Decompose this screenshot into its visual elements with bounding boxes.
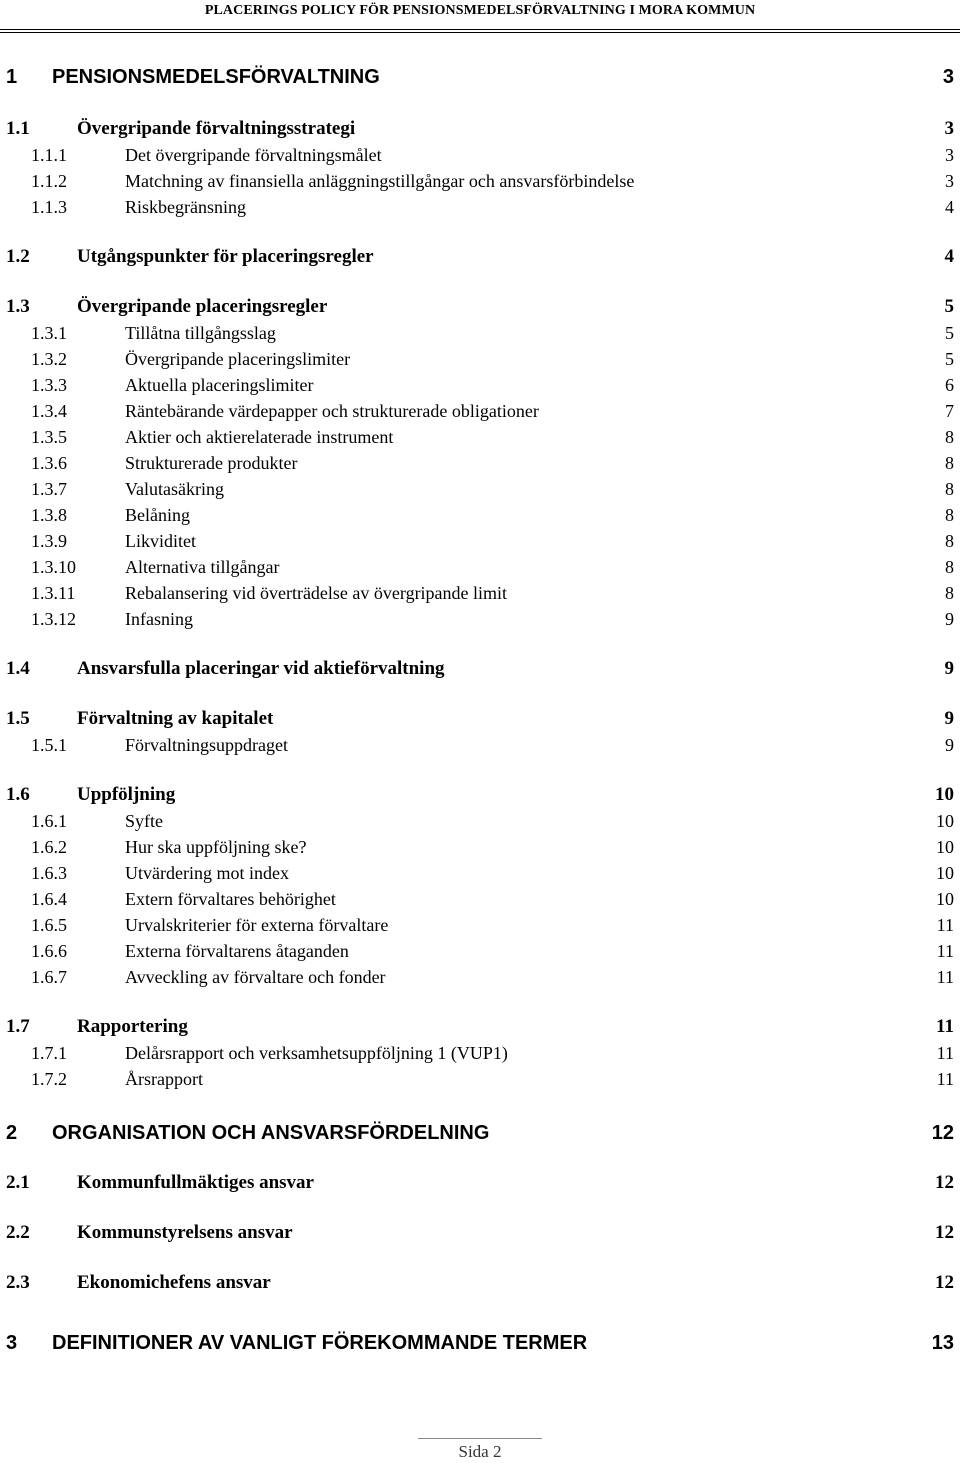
toc-entry[interactable] — [31, 450, 954, 476]
toc-entry-page: 3 — [945, 145, 954, 165]
toc-entry-title: Kommunstyrelsens ansvar — [77, 1222, 293, 1243]
toc-entry-page: 10 — [935, 784, 954, 805]
toc-entry-title: Avveckling av förvaltare och fonder — [125, 967, 386, 987]
toc-entry-number: 1.1.2 — [31, 171, 67, 191]
toc-entry-title: Valutasäkring — [125, 479, 224, 499]
toc-entry[interactable] — [31, 194, 954, 220]
toc-entry[interactable] — [6, 294, 954, 320]
toc-entry-page: 8 — [945, 505, 954, 525]
toc-entry-page: 10 — [936, 863, 954, 883]
toc-entry-number: 1.1.1 — [31, 145, 67, 165]
toc-entry[interactable] — [31, 886, 954, 912]
footer-rule — [418, 1438, 542, 1439]
toc-entry-title: Rapportering — [77, 1016, 188, 1037]
toc-entry[interactable] — [31, 346, 954, 372]
toc-entry-title: Uppföljning — [77, 784, 176, 805]
toc-entry-number: 1.3.2 — [31, 349, 67, 369]
toc-entry-page: 10 — [936, 811, 954, 831]
toc-entry-page: 10 — [936, 889, 954, 909]
toc-entry-page: 8 — [945, 453, 954, 473]
toc-entry[interactable] — [6, 244, 954, 270]
toc-entry-number: 1.5.1 — [31, 735, 67, 755]
toc-entry-number: 1.6.7 — [31, 967, 67, 987]
toc-entry-number: 1.3.6 — [31, 453, 67, 473]
toc-entry[interactable] — [6, 1120, 954, 1146]
toc-entry-title: Infasning — [125, 609, 193, 629]
toc-entry[interactable] — [6, 1170, 954, 1196]
toc-entry-title: Övergripande placeringslimiter — [125, 349, 351, 369]
toc-entry-title: Aktuella placeringslimiter — [125, 375, 314, 395]
toc-entry-number: 1.3 — [6, 296, 30, 317]
toc-entry-title: Ansvarsfulla placeringar vid aktieförvaltning — [77, 658, 445, 679]
toc-entry-number: 1.7.1 — [31, 1043, 67, 1063]
toc-entry-number: 1.3.10 — [31, 557, 76, 577]
toc-entry[interactable] — [31, 398, 954, 424]
toc-entry-number: 1.2 — [6, 246, 30, 267]
toc-entry-number: 1.6 — [6, 784, 30, 805]
toc-entry[interactable] — [6, 1220, 954, 1246]
toc-entry-number: 1.5 — [6, 708, 30, 729]
toc-entry-number: 1.6.2 — [31, 837, 67, 857]
toc-entry[interactable] — [31, 964, 954, 990]
toc-entry-title: Hur ska uppföljning ske? — [125, 837, 307, 857]
toc-entry-page: 3 — [944, 118, 954, 139]
toc-entry-page: 7 — [945, 401, 954, 421]
toc-entry-page: 4 — [945, 197, 954, 217]
toc-entry-title: DEFINITIONER AV VANLIGT FÖREKOMMANDE TERMER — [52, 1332, 588, 1354]
toc-entry-number: 1.6.1 — [31, 811, 67, 831]
toc-entry-number: 1.6.3 — [31, 863, 67, 883]
toc-entry-page: 11 — [936, 915, 954, 935]
toc-entry-number: 1.3.8 — [31, 505, 67, 525]
toc-entry-number: 2.2 — [6, 1222, 30, 1243]
toc-entry-page: 11 — [936, 941, 954, 961]
toc-entry-page: 3 — [942, 66, 954, 88]
toc-entry-page: 11 — [936, 1043, 954, 1063]
toc-entry-title: Förvaltningsuppdraget — [125, 735, 288, 755]
toc-entry-number: 1.3.7 — [31, 479, 67, 499]
toc-entry-title: Räntebärande värdepapper och strukturerade obligationer — [125, 401, 539, 421]
toc-entry-title: Delårsrapport och verksamhetsuppföljning 1 (VUP1) — [125, 1043, 508, 1063]
toc-entry-page: 11 — [936, 1069, 954, 1089]
toc-entry-number: 1.1.3 — [31, 197, 67, 217]
toc-entry-page: 4 — [944, 246, 954, 267]
toc-entry[interactable] — [6, 1014, 954, 1040]
toc-entry-page: 12 — [935, 1272, 954, 1293]
toc-entry[interactable] — [6, 1270, 954, 1296]
toc-entry-page: 9 — [945, 735, 954, 755]
toc-entry-page: 8 — [945, 427, 954, 447]
toc-entry-number: 1.7 — [6, 1016, 30, 1037]
toc-entry[interactable] — [31, 372, 954, 398]
header-rule — [0, 29, 960, 30]
toc-entry[interactable] — [31, 142, 954, 168]
toc-entry-title: Övergripande förvaltningsstrategi — [77, 118, 356, 139]
toc-entry[interactable] — [31, 938, 954, 964]
toc-entry-number: 2.1 — [6, 1172, 30, 1193]
toc-entry-number: 1.3.1 — [31, 323, 67, 343]
header-rule-thin — [0, 32, 960, 33]
toc-entry-title: Urvalskriterier för externa förvaltare — [125, 915, 389, 935]
toc-entry-number: 1.7.2 — [31, 1069, 67, 1089]
toc-entry-title: Alternativa tillgångar — [125, 557, 280, 577]
toc-entry-page: 9 — [944, 708, 954, 729]
toc-entry[interactable] — [31, 168, 954, 194]
toc-entry[interactable] — [31, 808, 954, 834]
toc-entry-page: 8 — [945, 557, 954, 577]
toc-entry[interactable] — [6, 656, 954, 682]
toc-entry-page: 9 — [945, 609, 954, 629]
toc-entry[interactable] — [6, 706, 954, 732]
toc-entry[interactable] — [31, 476, 954, 502]
toc-entry-title: Extern förvaltares behörighet — [125, 889, 336, 909]
toc-entry-number: 1.3.3 — [31, 375, 67, 395]
toc-entry-number: 2 — [6, 1122, 18, 1144]
toc-entry-title: Aktier och aktierelaterade instrument — [125, 427, 394, 447]
toc-entry-title: Utgångspunkter för placeringsregler — [77, 246, 374, 267]
toc-entry-title: Årsrapport — [125, 1069, 203, 1089]
toc-entry[interactable] — [31, 606, 954, 632]
toc-entry-title: Syfte — [125, 811, 163, 831]
toc-entry-title: Riskbegränsning — [125, 197, 246, 217]
toc-entry-title: Förvaltning av kapitalet — [77, 708, 274, 729]
toc-entry[interactable] — [6, 1330, 954, 1356]
toc-entry-title: Tillåtna tillgångsslag — [125, 323, 276, 343]
toc-entry-number: 1.3.12 — [31, 609, 76, 629]
toc-entry-number: 1.6.5 — [31, 915, 67, 935]
toc-entry[interactable] — [31, 554, 954, 580]
toc-entry-page: 11 — [936, 1016, 954, 1037]
toc-entry-page: 9 — [944, 658, 954, 679]
toc-entry-page: 8 — [945, 583, 954, 603]
toc-entry[interactable] — [31, 912, 954, 938]
toc-entry-number: 1.3.11 — [31, 583, 76, 603]
toc-entry-page: 11 — [936, 967, 954, 987]
toc-entry-number: 2.3 — [6, 1272, 30, 1293]
toc-entry[interactable] — [31, 424, 954, 450]
toc-entry[interactable] — [31, 732, 954, 758]
toc-entry-number: 1.3.4 — [31, 401, 67, 421]
toc-entry-title: Kommunfullmäktiges ansvar — [77, 1172, 314, 1193]
toc-entry-page: 8 — [945, 479, 954, 499]
toc-entry-number: 1.6.6 — [31, 941, 67, 961]
toc-entry[interactable] — [31, 580, 954, 606]
toc-entry[interactable] — [31, 834, 954, 860]
toc-entry[interactable] — [6, 64, 954, 90]
toc-entry[interactable] — [31, 528, 954, 554]
toc-entry-title: Externa förvaltarens åtaganden — [125, 941, 349, 961]
toc-entry-number: 1.3.5 — [31, 427, 67, 447]
toc-entry-page: 13 — [931, 1332, 954, 1354]
toc-entry-page: 12 — [935, 1172, 954, 1193]
toc-entry[interactable] — [6, 782, 954, 808]
toc-entry-number: 1.4 — [6, 658, 30, 679]
toc-entry[interactable] — [31, 1066, 954, 1092]
toc-entry-title: PENSIONSMEDELSFÖRVALTNING — [52, 66, 380, 88]
toc-entry-title: Rebalansering vid överträdelse av övergripande limit — [125, 583, 508, 603]
toc-entry-title: Belåning — [125, 505, 190, 525]
toc-entry-title: ORGANISATION OCH ANSVARSFÖRDELNING — [52, 1122, 490, 1144]
toc-entry-title: Ekonomichefens ansvar — [77, 1272, 271, 1293]
toc-entry-title: Strukturerade produkter — [125, 453, 298, 473]
toc-entry[interactable] — [31, 320, 954, 346]
toc-entry-title: Övergripande placeringsregler — [77, 296, 328, 317]
toc-entry-title: Likviditet — [125, 531, 196, 551]
toc-entry-page: 5 — [944, 296, 954, 317]
toc-entry[interactable] — [6, 116, 954, 142]
toc-entry-page: 12 — [935, 1222, 954, 1243]
toc-entry-title: Utvärdering mot index — [125, 863, 289, 883]
page-number-label: Sida 2 — [458, 1442, 502, 1461]
toc-entry[interactable] — [31, 502, 954, 528]
toc-entry-title: Det övergripande förvaltningsmålet — [125, 145, 382, 165]
toc-entry-title: Matchning av finansiella anläggningstillgångar och ansvarsförbindelse — [125, 171, 635, 191]
toc-entry-page: 5 — [945, 349, 954, 369]
toc-entry[interactable] — [31, 860, 954, 886]
toc-entry-page: 10 — [936, 837, 954, 857]
toc-entry-page: 6 — [945, 375, 954, 395]
document-title: PLACERINGS POLICY FÖR PENSIONSMEDELSFÖRVALTNING I MORA KOMMUN — [204, 3, 756, 18]
running-header — [0, 0, 960, 30]
toc-entry-number: 1.3.9 — [31, 531, 67, 551]
toc-entry[interactable] — [31, 1040, 954, 1066]
toc-entry-page: 3 — [945, 171, 954, 191]
toc-entry-number: 1.1 — [6, 118, 30, 139]
toc-entry-number: 1 — [6, 66, 18, 88]
toc-entry-number: 3 — [6, 1332, 18, 1354]
toc-entry-page: 5 — [945, 323, 954, 343]
toc-entry-number: 1.6.4 — [31, 889, 67, 909]
toc-entry-page: 12 — [931, 1122, 954, 1144]
toc-entry-page: 8 — [945, 531, 954, 551]
